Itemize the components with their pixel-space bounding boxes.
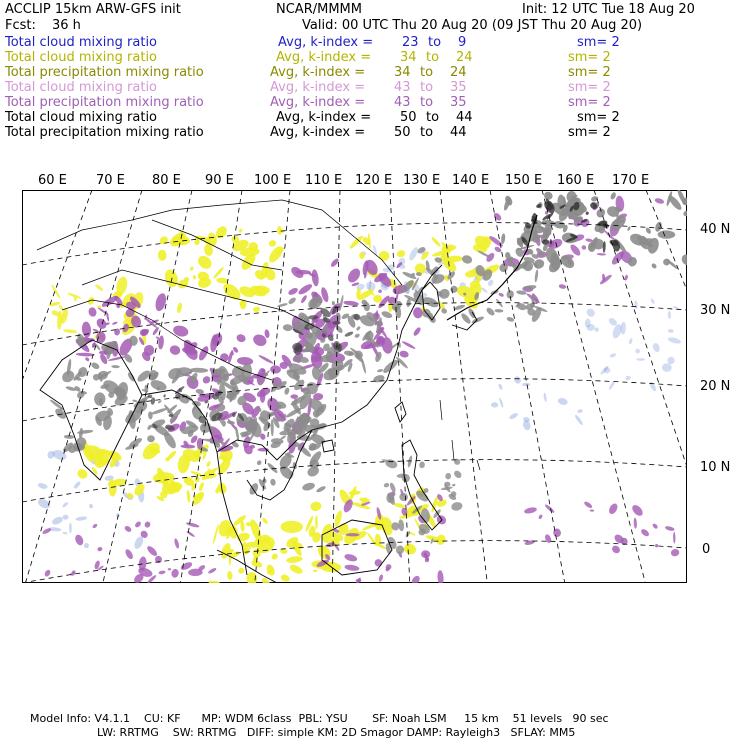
field-k-end: 35 bbox=[450, 95, 467, 110]
longitude-label: 110 E bbox=[305, 173, 343, 188]
field-name: Total cloud mixing ratio bbox=[5, 35, 158, 50]
field-smoothing: sm= 2 bbox=[568, 125, 611, 140]
longitude-label: 130 E bbox=[403, 173, 441, 188]
field-k-start: 43 bbox=[394, 80, 411, 95]
longitude-label: 90 E bbox=[205, 173, 234, 188]
map-panel bbox=[22, 190, 687, 583]
longitude-label: 60 E bbox=[38, 173, 67, 188]
longitude-label: 150 E bbox=[505, 173, 543, 188]
forecast-hours: 36 h bbox=[52, 18, 81, 33]
field-name: Total cloud mixing ratio bbox=[5, 110, 158, 125]
latitude-label: 30 N bbox=[700, 303, 731, 318]
field-k-start: 23 bbox=[402, 35, 419, 50]
map-title: ACCLIP 15km ARW-GFS init bbox=[5, 2, 181, 17]
field-avg-label: Avg, k-index = bbox=[270, 65, 366, 80]
field-smoothing: sm= 2 bbox=[577, 35, 620, 50]
field-smoothing: sm= 2 bbox=[568, 95, 611, 110]
latitude-label: 20 N bbox=[700, 379, 731, 394]
field-smoothing: sm= 2 bbox=[568, 50, 611, 65]
field-k-end: 24 bbox=[456, 50, 473, 65]
field-avg-label: Avg, k-index = bbox=[270, 125, 366, 140]
field-name: Total precipitation mixing ratio bbox=[5, 125, 204, 140]
valid-time: Valid: 00 UTC Thu 20 Aug 20 (09 JST Thu 20 Aug 20) bbox=[302, 18, 643, 33]
field-avg-label: Avg, k-index = bbox=[276, 110, 372, 125]
longitude-label: 100 E bbox=[254, 173, 292, 188]
field-k-end: 9 bbox=[458, 35, 467, 50]
longitude-label: 140 E bbox=[452, 173, 490, 188]
field-k-end: 24 bbox=[450, 65, 467, 80]
field-k-end: 35 bbox=[450, 80, 467, 95]
field-k-end: 44 bbox=[450, 125, 467, 140]
field-smoothing: sm= 2 bbox=[568, 80, 611, 95]
init-time: Init: 12 UTC Tue 18 Aug 20 bbox=[522, 2, 695, 17]
field-to: to bbox=[420, 95, 434, 110]
field-name: Total cloud mixing ratio bbox=[5, 50, 158, 65]
field-avg-label: Avg, k-index = bbox=[278, 35, 374, 50]
forecast-label: Fcst: bbox=[5, 18, 36, 33]
model-info-line2: LW: RRTMG SW: RRTMG DIFF: simple KM: 2D Smagor DAMP: Rayleigh3 SFLAY: MM5 bbox=[97, 726, 576, 739]
field-name: Total cloud mixing ratio bbox=[5, 80, 158, 95]
model-info-line1: Model Info: V4.1.1 CU: KF MP: WDM 6class PBL: YSU SF: Noah LSM 15 km 51 levels 90 sec bbox=[30, 712, 609, 725]
field-to: to bbox=[420, 65, 434, 80]
field-k-start: 50 bbox=[394, 125, 411, 140]
longitude-label: 160 E bbox=[557, 173, 595, 188]
field-k-start: 34 bbox=[400, 50, 417, 65]
field-to: to bbox=[426, 50, 440, 65]
field-avg-label: Avg, k-index = bbox=[276, 50, 372, 65]
organization: NCAR/MMMM bbox=[276, 2, 362, 17]
field-smoothing: sm= 2 bbox=[568, 65, 611, 80]
field-smoothing: sm= 2 bbox=[577, 110, 620, 125]
latitude-label: 40 N bbox=[700, 222, 731, 237]
field-to: to bbox=[420, 80, 434, 95]
field-name: Total precipitation mixing ratio bbox=[5, 95, 204, 110]
field-to: to bbox=[426, 110, 440, 125]
field-avg-label: Avg, k-index = bbox=[270, 80, 366, 95]
field-to: to bbox=[428, 35, 442, 50]
field-name: Total precipitation mixing ratio bbox=[5, 65, 204, 80]
field-k-start: 34 bbox=[394, 65, 411, 80]
field-k-start: 43 bbox=[394, 95, 411, 110]
latitude-label: 0 bbox=[702, 542, 711, 557]
field-avg-label: Avg, k-index = bbox=[270, 95, 366, 110]
field-k-start: 50 bbox=[400, 110, 417, 125]
longitude-label: 120 E bbox=[355, 173, 393, 188]
longitude-label: 170 E bbox=[612, 173, 650, 188]
latitude-label: 10 N bbox=[700, 460, 731, 475]
field-to: to bbox=[420, 125, 434, 140]
field-k-end: 44 bbox=[456, 110, 473, 125]
longitude-label: 80 E bbox=[152, 173, 181, 188]
longitude-label: 70 E bbox=[96, 173, 125, 188]
